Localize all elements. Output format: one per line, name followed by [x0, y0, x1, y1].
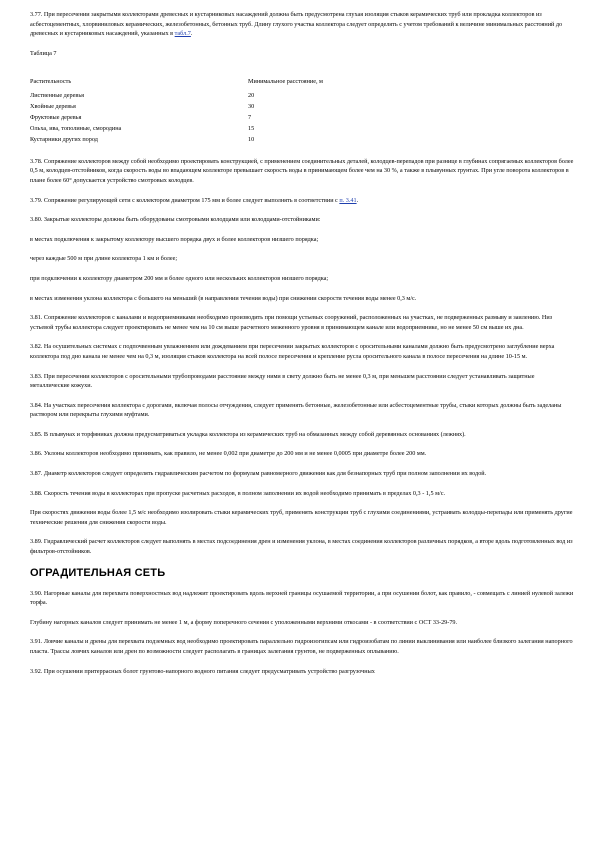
table-row — [30, 101, 428, 112]
table-header-cell: Растительность — [30, 77, 72, 85]
paragraph-3-87: 3.87. Диаметр коллекторов следует определять гидравлическим расчетом по формулам равномерного движения как для безнапорных труб при полном заполнении их водой. — [30, 470, 487, 478]
paragraph-3-81: 3.81. Сопряжение коллекторов с каналами и водоприемниками необходимо производить при помощи устьевых сооружений, расположенных на участках, не подверженных размыву и заилению. Низ устьевой трубы коллектора следует проектировать не менее чем на 10 см выше расчетного меженного уровня в принимающем канале или водоприемнике, но не менее 50 см выше их дна. — [30, 314, 553, 331]
table-row — [30, 90, 428, 101]
paragraph-3-88-continued: При скоростях движения воды более 1,5 м/с необходимо изолировать стыки керамических труб, применять конструкции труб с глухими соединениями, устраивать колодцы-перепады или применять другие технические решения для снижения скорости воды. — [30, 509, 573, 526]
table-row — [30, 123, 428, 134]
paragraph-3-79: 3.79. Сопряжение регулирующей сети с коллектором диаметром 175 мм и более следует выполнять в соответствии с п. 3.41. — [30, 196, 359, 204]
link-table-7[interactable]: табл.7 — [174, 30, 191, 38]
section-heading: ОГРАДИТЕЛЬНАЯ СЕТЬ — [30, 566, 166, 579]
paragraph-3-90: 3.90. Нагорные каналы для перехвата поверхностных вод надлежит проектировать вдоль верхней границы осушаемой территории, а при осушении болот, как правило, - совмещать с линией нулевой залежи торфа. — [30, 589, 574, 607]
table-header-row — [30, 76, 428, 90]
paragraph-3-80-item: через каждые 500 м при длине коллектора 1 км и более; — [30, 255, 178, 263]
table-cell: Ольха, ива, тополиные, смородина — [30, 124, 122, 132]
distance-table — [30, 76, 428, 145]
table-cell: Фруктовые деревья — [30, 113, 82, 121]
paragraph-3-88: 3.88. Скорость течения воды в коллекторах при пропуске расчетных расходов, в полном заполнении их водой необходимо принимать в пределах 0,3 - 1,5 м/с. — [30, 489, 446, 497]
table-cell: 20 — [248, 91, 255, 99]
paragraph-3-84: 3.84. На участках пересечения коллектора с дорогами, включая полосы отчуждения, следует применять бетонные, железобетонные или асбестоцементные трубы, стыки которых должны быть заделаны раствором или перекрыты глухими муфтами. — [30, 401, 562, 419]
paragraph-3-89: 3.89. Гидравлический расчет коллекторов следует выполнять в местах подсоединения дрен и изменения уклона, в местах соединения коллекторов различных порядков, а вторе вдоль подготовленных вод из фильтров-отстойников. — [30, 538, 573, 556]
paragraph-3-82: 3.82. На осушительных системах с подпочвенным увлажнением или дождеванием при пересечении закрытых коллекторов с оросительными каналами должно быть предусмотрено заглубление верха коллектора под дно канала не менее чем на 0,3 м, изоляция стыков коллектора на всей полосе пересечения и крепление русла оросительного канала в полосе пересечения на длине 10-15 м. — [30, 343, 555, 360]
table-cell: Кустарники других пород — [30, 135, 98, 143]
table-row — [30, 112, 428, 123]
paragraph-3-92: 3.92. При осушении притеррасных болот грунтово-напорного водного питания следует предусматривать устройство разгрузочных — [30, 667, 375, 675]
table-header-cell: Минимальное расстояние, м — [248, 77, 323, 85]
table-cell: 7 — [248, 113, 252, 121]
table-cell: 10 — [248, 135, 255, 143]
paragraph-3-83: 3.83. При пересечении коллекторов с оросительными трубопроводами расстояние между ними в свету должно быть не менее 0,3 м, при меньшем расстоянии следует устанавливать защитные металлические кожухи. — [30, 372, 535, 390]
table-cell: 30 — [248, 102, 255, 110]
paragraph-3-86: 3.86. Уклоны коллекторов необходимо принимать, как правило, не менее 0,002 при диаметре до 200 мм и не менее 0,0005 при диаметре более 200 мм. — [30, 450, 427, 458]
paragraph-3-90-continued: Глубину нагорных каналов следует принимать не менее 1 м, а форму поперечного сечения с уположенными верхними откосами - в соответствии с ОСТ 33-29-79. — [30, 618, 458, 626]
table-cell: 15 — [248, 124, 255, 132]
link-section-3-41[interactable]: п. 3.41 — [339, 196, 357, 204]
paragraph-3-77: 3.77. При пересечении закрытыми коллекторами древесных и кустарниковых насаждений должна быть предусмотрена глухая изоляция стыков керамических труб или прокладка коллекторов из асбестоцементных, хлорвиниловых керамических, железобетонных, бетонных труб. Длину глухого участка коллектора следует определять с учетом требований к величине минимальных расстояний до древесных и кустарниковых насаждений, указанных в табл.7. — [30, 11, 563, 38]
paragraph-3-78: 3.78. Сопряжение коллекторов между собой необходимо проектировать конструкцией, с применением соединительных деталей, колодцев-перепадов при разнице в глубинах сопрягаемых коллекторов более 0,5 м, колодцев-отстойников, когда скорость воды во впадающем коллекторе превышает скорость воды в принимающем более чем на 30 %, а также в плывунных грунтах. При угле поворота коллекторов в плане более 60° допускается устройство смотровых колодцев. — [30, 157, 574, 184]
table-7-label: Таблица 7 — [30, 49, 57, 57]
paragraph-3-91: 3.91. Ловчие каналы и дрены для перехвата подземных вод необходимо проектировать параллельно гидроизогипсам или гидроизобатам по линии выклинивания или наиболее близкого залегания напорного пласта. Трассы ловчих каналов или дрен по возможности следует располагать в границах залегания грунтов, не подверженных оплыванию. — [30, 638, 573, 655]
table-cell: Хвойные деревья — [30, 102, 76, 110]
table-cell: Лиственные деревья — [30, 91, 84, 99]
document-page — [30, 10, 575, 686]
table-row — [30, 134, 428, 145]
paragraph-3-80: 3.80. Закрытые коллекторы должны быть оборудованы смотровыми колодцами или колодцами-отстойниками: — [30, 216, 321, 224]
paragraph-3-85: 3.85. В плывунах и торфяниках должна предусматриваться укладка коллектора из керамических труб на обмазанных между собой деревянных основаниях (лежнях). — [30, 430, 466, 438]
paragraph-3-80-item: при подключении к коллектору диаметром 200 мм и более одного или нескольких коллекторов низшего порядка; — [30, 274, 329, 282]
paragraph-3-80-item: в местах подключения к закрытому коллектору высшего порядка двух и более коллекторов низшего порядка; — [30, 235, 319, 243]
paragraph-3-80-item: в местах изменения уклона коллектора с большего на меньший (в направлении течения воды) при снижении скорости течения воды менее 0,3 м/с. — [30, 294, 417, 302]
